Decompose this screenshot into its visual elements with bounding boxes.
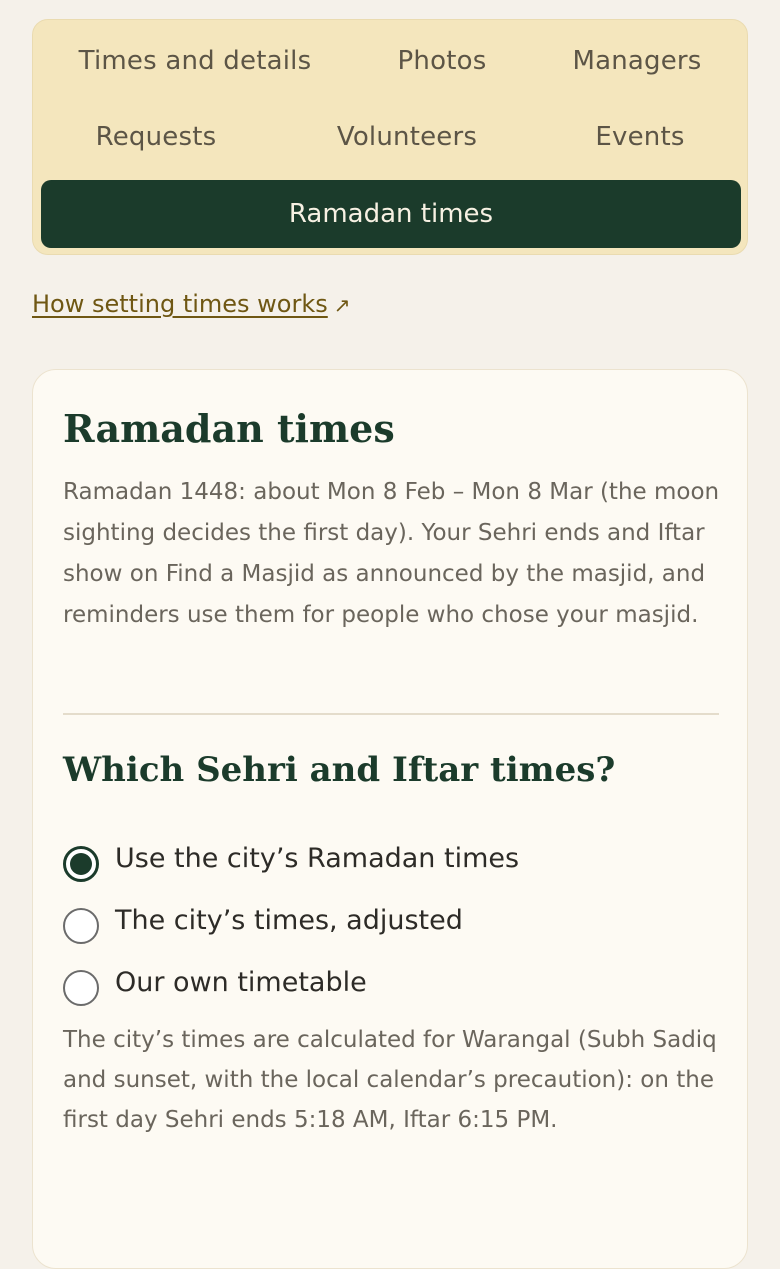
city-times-help-text: The city’s times are calculated for Warangal (Subh Sadiq and sunset, with the local calendar’s precaution): on the first day Sehri ends 5:18 AM, Iftar 6:15 PM. [63,1027,717,1133]
help-link-label: How setting times works [32,290,328,318]
option-city-ramadan-times[interactable] [63,842,520,882]
card-description: Ramadan 1448: about Mon 8 Feb – Mon 8 Mar (the moon sighting decides the first day). Your Sehri ends and Iftar show on Find a Masjid as announced by the masjid, and reminders use them for people who chose your masjid. [63,479,720,628]
tab-managers[interactable]: Managers [572,46,702,76]
option-label: The city’s times, adjusted [115,904,463,936]
masjid-tab-bar [32,19,748,255]
radio-button-checked[interactable] [63,846,99,882]
tab-volunteers[interactable]: Volunteers [336,122,478,152]
tab-times-and-details[interactable]: Times and details [78,46,312,76]
section-title: Which Sehri and Iftar times? [63,750,616,790]
divider [63,713,719,715]
option-own-timetable[interactable] [63,966,367,1006]
radio-button[interactable] [63,970,99,1006]
radio-dot-icon [70,853,92,875]
radio-button[interactable] [63,908,99,944]
tab-photos[interactable]: Photos [397,46,487,76]
option-label: Use the city’s Ramadan times [115,842,520,874]
option-city-times-adjusted[interactable] [63,904,463,944]
tab-ramadan-times[interactable] [41,180,741,248]
ramadan-times-card [32,369,748,1269]
external-link-icon: ↗ [333,293,351,317]
tab-ramadan-times-label: Ramadan times [288,199,494,229]
how-setting-times-works-link[interactable] [32,290,351,318]
card-title: Ramadan times [63,406,395,451]
tab-requests[interactable]: Requests [95,122,217,152]
tab-events[interactable]: Events [595,122,685,152]
option-label: Our own timetable [115,966,367,998]
